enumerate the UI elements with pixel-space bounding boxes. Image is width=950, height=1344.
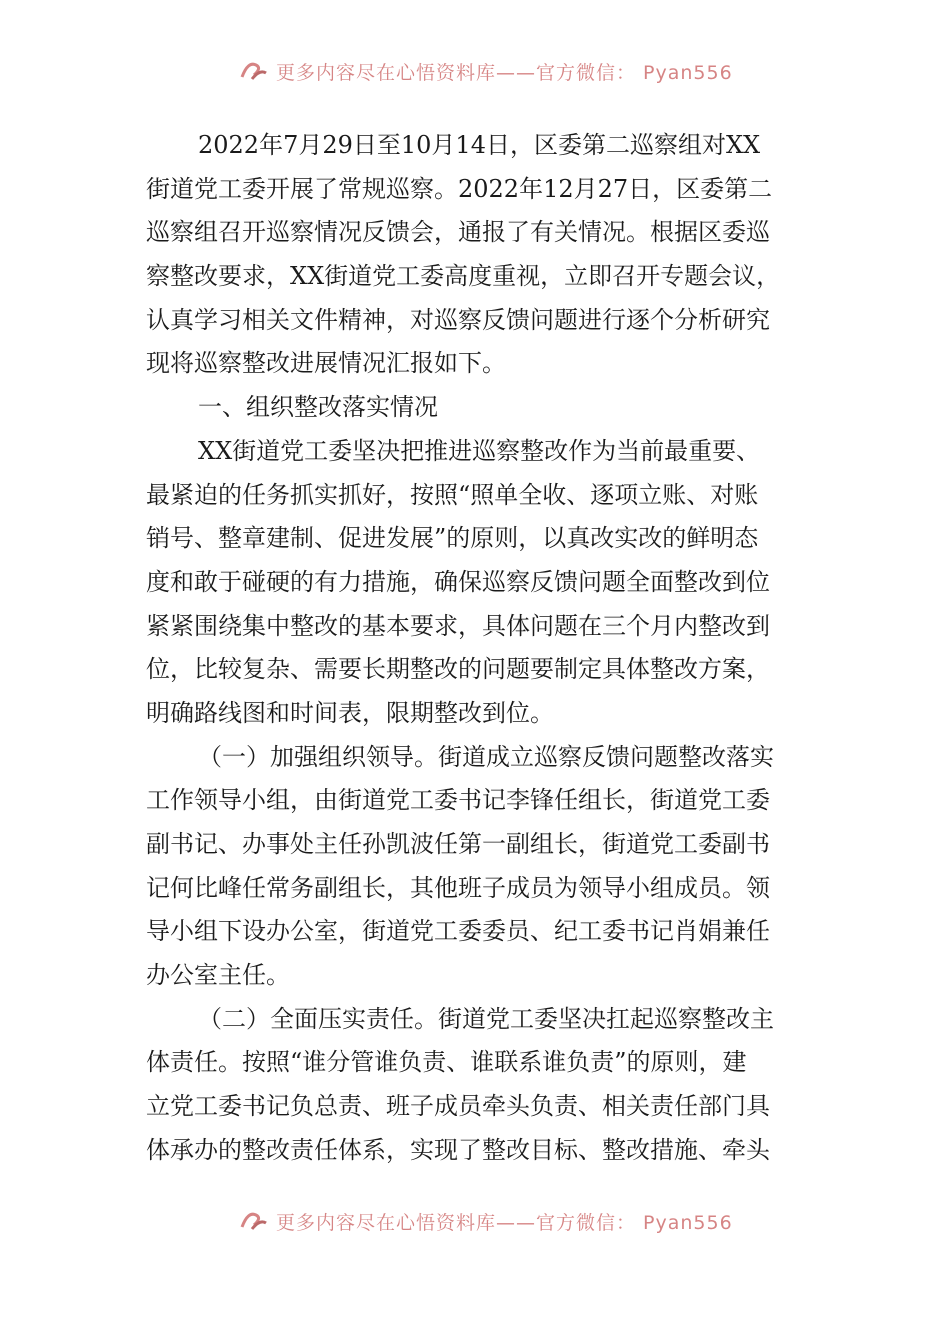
section-heading: [146, 386, 818, 430]
text-line: 办公室主任。: [146, 961, 290, 990]
text-line: （一）加强组织领导。街道成立巡察反馈问题整改落实: [198, 742, 774, 771]
text-line: 体承办的整改责任体系，实现了整改目标、整改措施、牵头: [146, 1135, 770, 1164]
text-line: 记何比峰任常务副组长，其他班子成员为领导小组成员。领: [146, 873, 770, 902]
text-line: 察整改要求，XX街道党工委高度重视，立即召开专题会议，: [146, 262, 781, 291]
watermark-logo-icon: [238, 57, 270, 85]
paragraph-intro: [146, 124, 818, 386]
text-line: 明确路线图和时间表，限期整改到位。: [146, 698, 554, 727]
heading-line: 一、组织整改落实情况: [198, 393, 438, 422]
paragraph-responsibility: [146, 998, 818, 1173]
text-line: 现将巡察整改进展情况汇报如下。: [146, 349, 506, 378]
text-line: 街道党工委开展了常规巡察。2022年12月27日，区委第二: [146, 174, 773, 203]
text-line: （二）全面压实责任。街道党工委坚决扛起巡察整改主: [198, 1004, 774, 1033]
text-line: 位，比较复杂、需要长期整改的问题要制定具体整改方案，: [146, 655, 770, 684]
watermark-header: [238, 56, 733, 86]
text-line: 体责任。按照“谁分管谁负责、谁联系谁负责”的原则，建: [146, 1048, 747, 1077]
paragraph-leadership: [146, 736, 818, 998]
text-line: 副书记、办事处主任孙凯波任第一副组长，街道党工委副书: [146, 830, 770, 858]
watermark-text: 更多内容尽在心悟资料库——官方微信： Pyan556: [276, 1211, 733, 1234]
text-line: 立党工委书记负总责、班子成员牵头负责、相关责任部门具: [146, 1092, 770, 1121]
text-line: 最紧迫的任务抓实抓好，按照“照单全收、逐项立账、对账: [146, 480, 759, 509]
document-body: [146, 124, 818, 1173]
text-line: 工作领导小组，由街道党工委书记李锋任组长，街道党工委: [146, 786, 770, 815]
text-line: 2022年7月29日至10月14日，区委第二巡察组对XX: [198, 131, 761, 159]
watermark-text: 更多内容尽在心悟资料库——官方微信： Pyan556: [276, 61, 733, 84]
watermark-logo-icon: [238, 1207, 270, 1235]
watermark-footer: [238, 1206, 733, 1236]
text-line: 导小组下设办公室，街道党工委委员、纪工委书记肖娟兼任: [146, 917, 770, 946]
text-line: 巡察组召开巡察情况反馈会，通报了有关情况。根据区委巡: [146, 218, 770, 247]
text-line: 紧紧围绕集中整改的基本要求，具体问题在三个月内整改到: [146, 611, 770, 640]
paragraph-overview: [146, 430, 818, 736]
text-line: 度和敢于碰硬的有力措施，确保巡察反馈问题全面整改到位: [146, 567, 770, 596]
text-line: 销号、整章建制、促进发展”的原则，以真改实改的鲜明态: [146, 524, 759, 553]
text-line: XX街道党工委坚决把推进巡察整改作为当前最重要、: [198, 436, 761, 465]
text-line: 认真学习相关文件精神，对巡察反馈问题进行逐个分析研究: [146, 305, 770, 334]
